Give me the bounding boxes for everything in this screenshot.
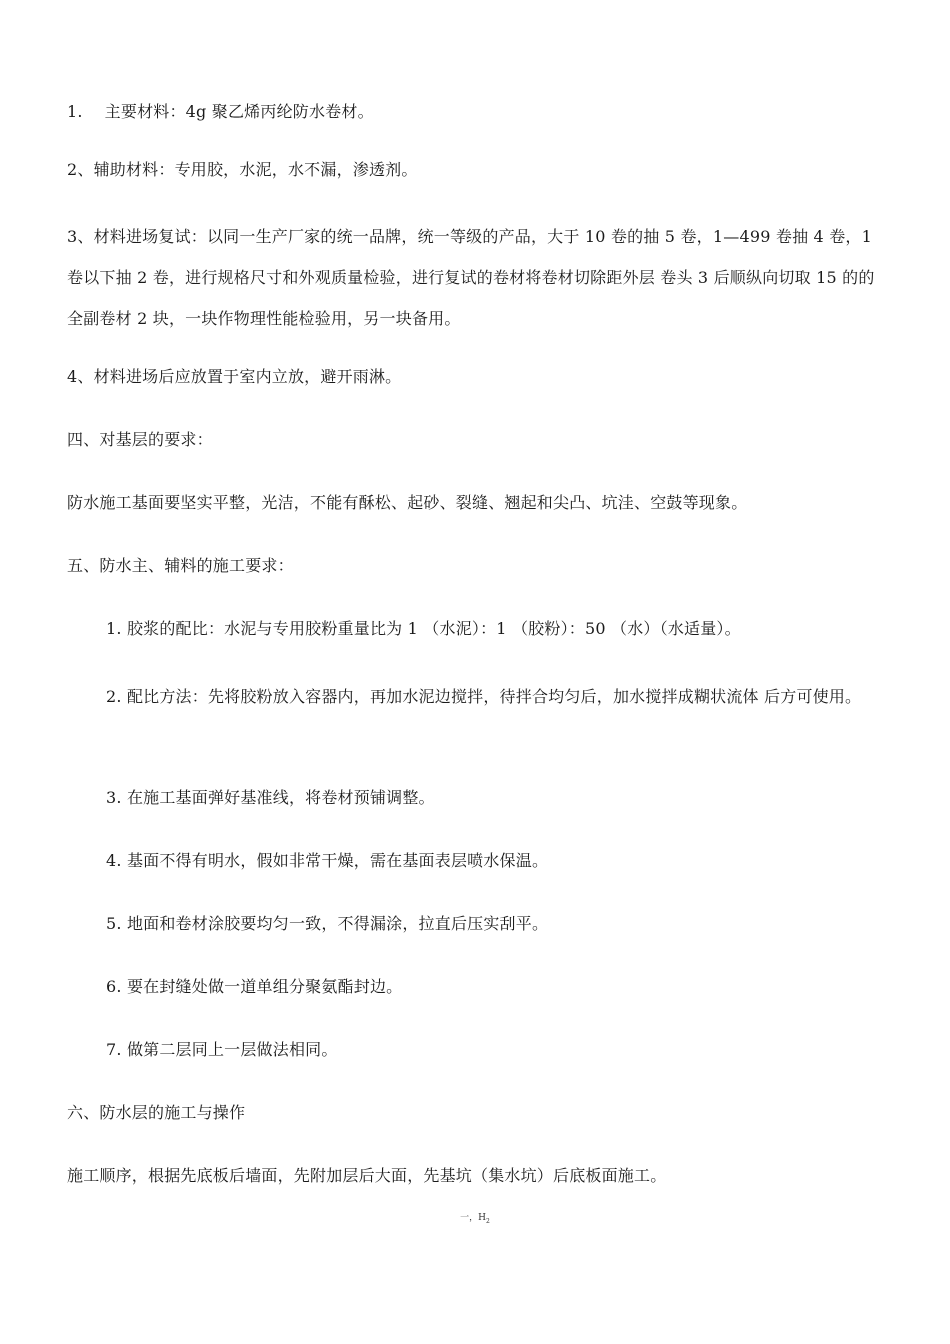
section-4-body: 防水施工基面要坚实平整，光洁，不能有酥松、起砂、裂缝、翘起和尖凸、坑洼、空鼓等现象。 bbox=[67, 493, 748, 512]
requirement-item-2: 2. 配比方法：先将胶粉放入容器内，再加水泥边搅拌，待拌合均匀后，加水搅拌成糊状流体 后方可使用。 bbox=[106, 687, 862, 706]
requirement-item-3: 3. 在施工基面弹好基准线，将卷材预铺调整。 bbox=[106, 788, 435, 807]
material-item-2: 2、辅助材料：专用胶，水泥，水不漏，渗透剂。 bbox=[67, 160, 418, 179]
material-item-3: 3、材料进场复试：以同一生产厂家的统一品牌，统一等级的产品，大于 10 卷的抽 5 卷，1—499 卷抽 4 卷，1 卷以下抽 2 卷，进行规格尺寸和外观质量检验，进行复试的卷材将卷材切除距外层 卷头 3 后顺纵向切取 15 的的全副卷材 2 块，一块作物理性能检验用，另一块备用。 bbox=[67, 227, 875, 328]
page-footer bbox=[0, 1212, 950, 1228]
section-6-body: 施工顺序，根据先底板后墙面，先附加层后大面，先基坑（集水坑）后底板面施工。 bbox=[67, 1166, 667, 1185]
section-6-heading: 六、防水层的施工与操作 bbox=[67, 1103, 246, 1122]
section-5-heading: 五、防水主、辅料的施工要求： bbox=[67, 556, 294, 575]
requirement-item-4: 4. 基面不得有明水，假如非常干燥，需在基面表层喷水保温。 bbox=[106, 851, 549, 870]
material-item-4: 4、材料进场后应放置于室内立放，避开雨淋。 bbox=[67, 367, 402, 386]
requirement-item-1: 1. 胶浆的配比：水泥与专用胶粉重量比为 1 （水泥）：1 （胶粉）：50 （水）（水适量）。 bbox=[106, 619, 741, 638]
requirement-item-5: 5. 地面和卷材涂胶要均匀一致，不得漏涂，拉直后压实刮平。 bbox=[106, 914, 549, 933]
section-4-heading: 四、对基层的要求： bbox=[67, 430, 213, 449]
item-number: 1. bbox=[67, 102, 83, 121]
footer-subscript: 2 bbox=[486, 1218, 490, 1225]
requirement-item-6: 6. 要在封缝处做一道单组分聚氨酯封边。 bbox=[106, 977, 403, 996]
material-item-1 bbox=[67, 96, 887, 128]
requirement-item-7: 7. 做第二层同上一层做法相同。 bbox=[106, 1040, 338, 1059]
item-text: 主要材料：4g 聚乙烯丙纶防水卷材。 bbox=[104, 102, 374, 121]
footer-text: 一，H bbox=[460, 1213, 487, 1223]
